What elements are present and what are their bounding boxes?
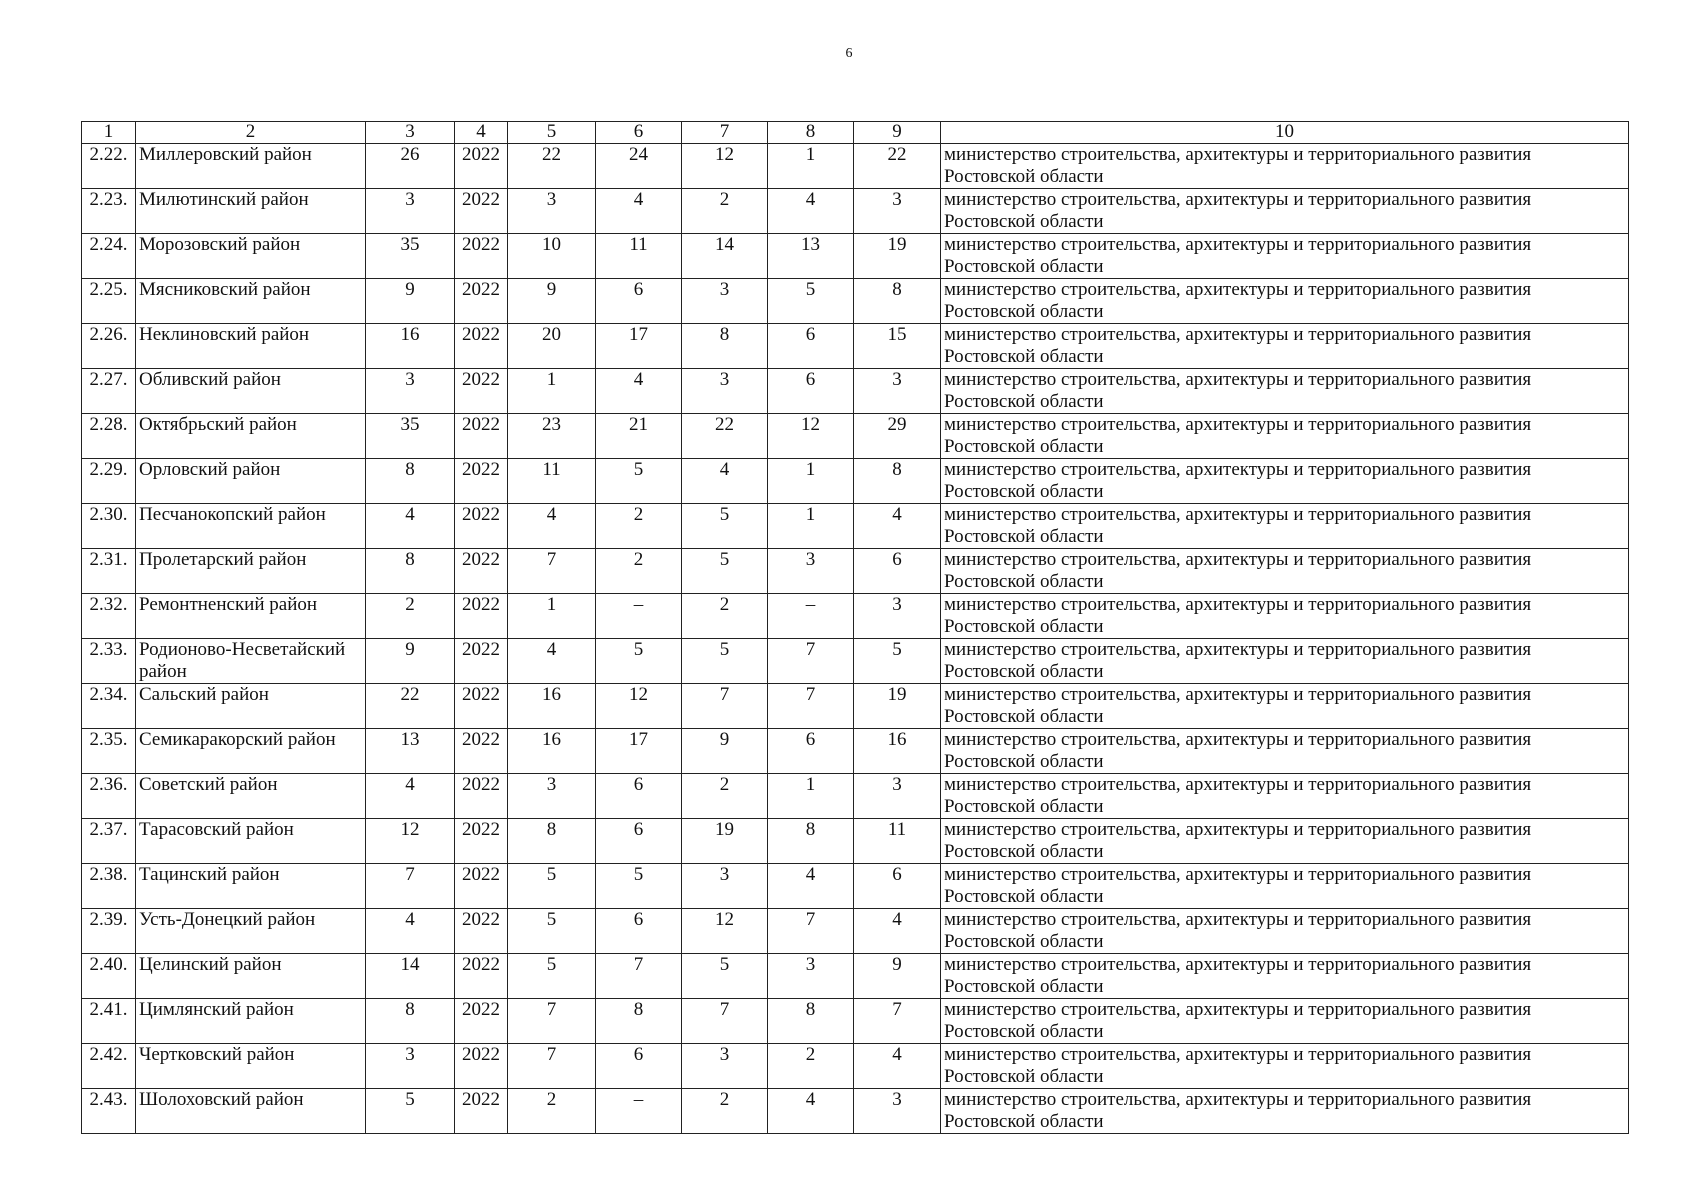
table-row: [82, 864, 1629, 909]
table-row: [82, 774, 1629, 819]
page-number: 6: [845, 46, 853, 61]
cell-col-7: 22: [682, 414, 768, 459]
responsible-organization: министерство строительства, архитектуры и территориального развития Ростовской области: [941, 864, 1629, 909]
table-row: [82, 729, 1629, 774]
table-row: [82, 819, 1629, 864]
cell-col-3: 4: [366, 909, 455, 954]
district-name: Октябрьский район: [136, 414, 366, 459]
row-number: 2.29.: [82, 459, 136, 504]
cell-col-3: 3: [366, 189, 455, 234]
row-number: 2.34.: [82, 684, 136, 729]
cell-col-7: 3: [682, 1044, 768, 1089]
cell-col-3: 35: [366, 414, 455, 459]
row-number: 2.22.: [82, 144, 136, 189]
responsible-organization: министерство строительства, архитектуры и территориального развития Ростовской области: [941, 234, 1629, 279]
cell-col-9: 7: [854, 999, 941, 1044]
cell-col-8: 12: [768, 414, 854, 459]
cell-col-8: 7: [768, 684, 854, 729]
cell-col-5: 5: [508, 909, 596, 954]
cell-col-8: 4: [768, 189, 854, 234]
cell-col-7: 5: [682, 954, 768, 999]
column-header: 9: [854, 122, 941, 144]
cell-col-5: 16: [508, 684, 596, 729]
cell-col-3: 5: [366, 1089, 455, 1134]
responsible-organization: министерство строительства, архитектуры и территориального развития Ростовской области: [941, 1089, 1629, 1134]
cell-col-6: 11: [596, 234, 682, 279]
column-header: 7: [682, 122, 768, 144]
cell-col-3: 9: [366, 279, 455, 324]
cell-col-9: 4: [854, 504, 941, 549]
district-name: Шолоховский район: [136, 1089, 366, 1134]
cell-col-9: 29: [854, 414, 941, 459]
cell-col-6: 24: [596, 144, 682, 189]
cell-col-7: 3: [682, 864, 768, 909]
cell-col-5: 1: [508, 594, 596, 639]
table-row: [82, 999, 1629, 1044]
responsible-organization: министерство строительства, архитектуры и территориального развития Ростовской области: [941, 549, 1629, 594]
responsible-organization: министерство строительства, архитектуры и территориального развития Ростовской области: [941, 504, 1629, 549]
cell-col-3: 8: [366, 999, 455, 1044]
cell-col-9: 3: [854, 774, 941, 819]
cell-col-7: 2: [682, 774, 768, 819]
district-name: Миллеровский район: [136, 144, 366, 189]
cell-col-6: 8: [596, 999, 682, 1044]
table-row: [82, 1044, 1629, 1089]
responsible-organization: министерство строительства, архитектуры и территориального развития Ростовской области: [941, 729, 1629, 774]
cell-year: 2022: [455, 414, 508, 459]
cell-col-8: 1: [768, 144, 854, 189]
cell-col-5: 16: [508, 729, 596, 774]
cell-col-8: 3: [768, 954, 854, 999]
cell-col-6: 6: [596, 1044, 682, 1089]
cell-col-3: 22: [366, 684, 455, 729]
cell-year: 2022: [455, 864, 508, 909]
district-name: Обливский район: [136, 369, 366, 414]
district-name: Ремонтненский район: [136, 594, 366, 639]
responsible-organization: министерство строительства, архитектуры и территориального развития Ростовской области: [941, 684, 1629, 729]
district-name: Тацинский район: [136, 864, 366, 909]
row-number: 2.32.: [82, 594, 136, 639]
cell-col-5: 22: [508, 144, 596, 189]
responsible-organization: министерство строительства, архитектуры и территориального развития Ростовской области: [941, 459, 1629, 504]
cell-col-8: 6: [768, 324, 854, 369]
cell-year: 2022: [455, 144, 508, 189]
cell-col-5: 20: [508, 324, 596, 369]
cell-year: 2022: [455, 1044, 508, 1089]
cell-col-6: 21: [596, 414, 682, 459]
cell-col-9: 4: [854, 1044, 941, 1089]
column-header: 10: [941, 122, 1629, 144]
cell-col-7: 2: [682, 1089, 768, 1134]
cell-col-7: 12: [682, 909, 768, 954]
cell-col-5: 4: [508, 504, 596, 549]
district-name: Неклиновский район: [136, 324, 366, 369]
cell-col-6: 6: [596, 819, 682, 864]
table-row: [82, 369, 1629, 414]
responsible-organization: министерство строительства, архитектуры и территориального развития Ростовской области: [941, 954, 1629, 999]
cell-col-6: 7: [596, 954, 682, 999]
district-name: Мясниковский район: [136, 279, 366, 324]
row-number: 2.40.: [82, 954, 136, 999]
cell-col-3: 12: [366, 819, 455, 864]
cell-year: 2022: [455, 594, 508, 639]
table-row: [82, 234, 1629, 279]
cell-col-3: 16: [366, 324, 455, 369]
cell-col-3: 13: [366, 729, 455, 774]
cell-year: 2022: [455, 279, 508, 324]
cell-col-5: 1: [508, 369, 596, 414]
cell-col-8: 1: [768, 459, 854, 504]
cell-col-6: 6: [596, 774, 682, 819]
row-number: 2.24.: [82, 234, 136, 279]
row-number: 2.31.: [82, 549, 136, 594]
row-number: 2.33.: [82, 639, 136, 684]
row-number: 2.38.: [82, 864, 136, 909]
district-name: Орловский район: [136, 459, 366, 504]
cell-col-9: 15: [854, 324, 941, 369]
district-name: Советский район: [136, 774, 366, 819]
table-row: [82, 459, 1629, 504]
cell-col-3: 3: [366, 369, 455, 414]
district-name: Тарасовский район: [136, 819, 366, 864]
district-name: Усть-Донецкий район: [136, 909, 366, 954]
cell-col-9: 19: [854, 234, 941, 279]
cell-col-6: –: [596, 594, 682, 639]
responsible-organization: министерство строительства, архитектуры и территориального развития Ростовской области: [941, 909, 1629, 954]
cell-col-9: 8: [854, 459, 941, 504]
cell-col-9: 4: [854, 909, 941, 954]
cell-col-3: 2: [366, 594, 455, 639]
cell-year: 2022: [455, 234, 508, 279]
cell-col-9: 8: [854, 279, 941, 324]
cell-col-8: 8: [768, 819, 854, 864]
responsible-organization: министерство строительства, архитектуры и территориального развития Ростовской области: [941, 639, 1629, 684]
table-row: [82, 639, 1629, 684]
cell-col-6: 5: [596, 459, 682, 504]
responsible-organization: министерство строительства, архитектуры и территориального развития Ростовской области: [941, 324, 1629, 369]
cell-col-9: 3: [854, 369, 941, 414]
cell-col-6: 2: [596, 549, 682, 594]
cell-col-3: 7: [366, 864, 455, 909]
cell-col-9: 16: [854, 729, 941, 774]
cell-col-3: 4: [366, 774, 455, 819]
table-row: [82, 414, 1629, 459]
cell-year: 2022: [455, 819, 508, 864]
cell-col-9: 3: [854, 1089, 941, 1134]
cell-col-7: 19: [682, 819, 768, 864]
cell-col-7: 2: [682, 594, 768, 639]
district-table: [81, 121, 1629, 1134]
cell-col-5: 5: [508, 864, 596, 909]
column-header: 1: [82, 122, 136, 144]
cell-col-5: 4: [508, 639, 596, 684]
district-name: Песчанокопский район: [136, 504, 366, 549]
cell-col-7: 5: [682, 639, 768, 684]
cell-col-5: 2: [508, 1089, 596, 1134]
cell-year: 2022: [455, 189, 508, 234]
cell-col-6: 6: [596, 909, 682, 954]
cell-year: 2022: [455, 639, 508, 684]
column-header: 4: [455, 122, 508, 144]
cell-col-6: 17: [596, 324, 682, 369]
cell-col-9: 11: [854, 819, 941, 864]
cell-col-5: 3: [508, 774, 596, 819]
cell-year: 2022: [455, 774, 508, 819]
district-name: Цимлянский район: [136, 999, 366, 1044]
cell-year: 2022: [455, 954, 508, 999]
cell-col-8: –: [768, 594, 854, 639]
cell-col-8: 8: [768, 999, 854, 1044]
cell-col-3: 9: [366, 639, 455, 684]
cell-col-7: 8: [682, 324, 768, 369]
responsible-organization: министерство строительства, архитектуры и территориального развития Ростовской области: [941, 144, 1629, 189]
cell-col-7: 5: [682, 504, 768, 549]
cell-year: 2022: [455, 549, 508, 594]
cell-year: 2022: [455, 504, 508, 549]
district-name: Пролетарский район: [136, 549, 366, 594]
table-row: [82, 144, 1629, 189]
cell-col-6: 4: [596, 189, 682, 234]
row-number: 2.25.: [82, 279, 136, 324]
row-number: 2.27.: [82, 369, 136, 414]
cell-col-5: 10: [508, 234, 596, 279]
cell-year: 2022: [455, 324, 508, 369]
row-number: 2.43.: [82, 1089, 136, 1134]
table-row: [82, 684, 1629, 729]
row-number: 2.35.: [82, 729, 136, 774]
cell-year: 2022: [455, 369, 508, 414]
cell-col-9: 22: [854, 144, 941, 189]
table-row: [82, 324, 1629, 369]
cell-col-5: 7: [508, 1044, 596, 1089]
district-name: Морозовский район: [136, 234, 366, 279]
cell-col-7: 3: [682, 279, 768, 324]
row-number: 2.26.: [82, 324, 136, 369]
cell-col-3: 3: [366, 1044, 455, 1089]
cell-col-6: 5: [596, 639, 682, 684]
cell-col-5: 9: [508, 279, 596, 324]
cell-col-9: 9: [854, 954, 941, 999]
cell-col-7: 9: [682, 729, 768, 774]
column-header: 6: [596, 122, 682, 144]
responsible-organization: министерство строительства, архитектуры и территориального развития Ростовской области: [941, 1044, 1629, 1089]
district-name: Сальский район: [136, 684, 366, 729]
cell-col-8: 1: [768, 504, 854, 549]
column-number-row: [82, 122, 1629, 144]
cell-col-6: 6: [596, 279, 682, 324]
cell-col-6: 4: [596, 369, 682, 414]
cell-col-8: 5: [768, 279, 854, 324]
row-number: 2.23.: [82, 189, 136, 234]
responsible-organization: министерство строительства, архитектуры и территориального развития Ростовской области: [941, 369, 1629, 414]
cell-col-7: 5: [682, 549, 768, 594]
cell-col-5: 5: [508, 954, 596, 999]
cell-col-3: 35: [366, 234, 455, 279]
cell-col-3: 4: [366, 504, 455, 549]
row-number: 2.41.: [82, 999, 136, 1044]
district-name: Семикаракорский район: [136, 729, 366, 774]
cell-col-5: 7: [508, 999, 596, 1044]
cell-year: 2022: [455, 909, 508, 954]
cell-col-7: 12: [682, 144, 768, 189]
cell-col-8: 6: [768, 729, 854, 774]
responsible-organization: министерство строительства, архитектуры и территориального развития Ростовской области: [941, 819, 1629, 864]
table-row: [82, 594, 1629, 639]
cell-col-5: 7: [508, 549, 596, 594]
cell-year: 2022: [455, 999, 508, 1044]
responsible-organization: министерство строительства, архитектуры и территориального развития Ростовской области: [941, 414, 1629, 459]
cell-col-6: 5: [596, 864, 682, 909]
cell-col-7: 2: [682, 189, 768, 234]
cell-col-9: 3: [854, 594, 941, 639]
cell-col-8: 4: [768, 864, 854, 909]
table-row: [82, 549, 1629, 594]
row-number: 2.36.: [82, 774, 136, 819]
cell-col-8: 7: [768, 909, 854, 954]
cell-col-8: 4: [768, 1089, 854, 1134]
table-row: [82, 504, 1629, 549]
cell-col-7: 14: [682, 234, 768, 279]
column-header: 8: [768, 122, 854, 144]
column-header: 3: [366, 122, 455, 144]
table-row: [82, 279, 1629, 324]
responsible-organization: министерство строительства, архитектуры и территориального развития Ростовской области: [941, 189, 1629, 234]
cell-col-5: 11: [508, 459, 596, 504]
table-row: [82, 1089, 1629, 1134]
table-row: [82, 189, 1629, 234]
cell-col-8: 7: [768, 639, 854, 684]
cell-col-5: 3: [508, 189, 596, 234]
responsible-organization: министерство строительства, архитектуры и территориального развития Ростовской области: [941, 774, 1629, 819]
cell-col-6: –: [596, 1089, 682, 1134]
cell-col-3: 14: [366, 954, 455, 999]
cell-col-3: 26: [366, 144, 455, 189]
table-row: [82, 954, 1629, 999]
cell-col-9: 6: [854, 549, 941, 594]
cell-col-6: 2: [596, 504, 682, 549]
cell-col-8: 13: [768, 234, 854, 279]
cell-col-9: 5: [854, 639, 941, 684]
cell-col-3: 8: [366, 459, 455, 504]
cell-col-9: 3: [854, 189, 941, 234]
cell-col-6: 12: [596, 684, 682, 729]
responsible-organization: министерство строительства, архитектуры и территориального развития Ростовской области: [941, 594, 1629, 639]
responsible-organization: министерство строительства, архитектуры и территориального развития Ростовской области: [941, 279, 1629, 324]
cell-year: 2022: [455, 729, 508, 774]
cell-col-7: 7: [682, 999, 768, 1044]
cell-col-9: 19: [854, 684, 941, 729]
cell-col-7: 7: [682, 684, 768, 729]
cell-col-8: 2: [768, 1044, 854, 1089]
responsible-organization: министерство строительства, архитектуры и территориального развития Ростовской области: [941, 999, 1629, 1044]
district-name: Милютинский район: [136, 189, 366, 234]
row-number: 2.39.: [82, 909, 136, 954]
row-number: 2.30.: [82, 504, 136, 549]
cell-col-8: 6: [768, 369, 854, 414]
column-header: 2: [136, 122, 366, 144]
cell-col-5: 8: [508, 819, 596, 864]
column-header: 5: [508, 122, 596, 144]
cell-col-8: 3: [768, 549, 854, 594]
row-number: 2.28.: [82, 414, 136, 459]
cell-year: 2022: [455, 684, 508, 729]
cell-col-9: 6: [854, 864, 941, 909]
cell-col-6: 17: [596, 729, 682, 774]
cell-col-3: 8: [366, 549, 455, 594]
cell-year: 2022: [455, 1089, 508, 1134]
cell-col-8: 1: [768, 774, 854, 819]
district-name: Чертковский район: [136, 1044, 366, 1089]
table-row: [82, 909, 1629, 954]
cell-year: 2022: [455, 459, 508, 504]
cell-col-7: 3: [682, 369, 768, 414]
cell-col-5: 23: [508, 414, 596, 459]
row-number: 2.37.: [82, 819, 136, 864]
cell-col-7: 4: [682, 459, 768, 504]
row-number: 2.42.: [82, 1044, 136, 1089]
district-name: Родионово-Несветайский район: [136, 639, 366, 684]
district-name: Целинский район: [136, 954, 366, 999]
